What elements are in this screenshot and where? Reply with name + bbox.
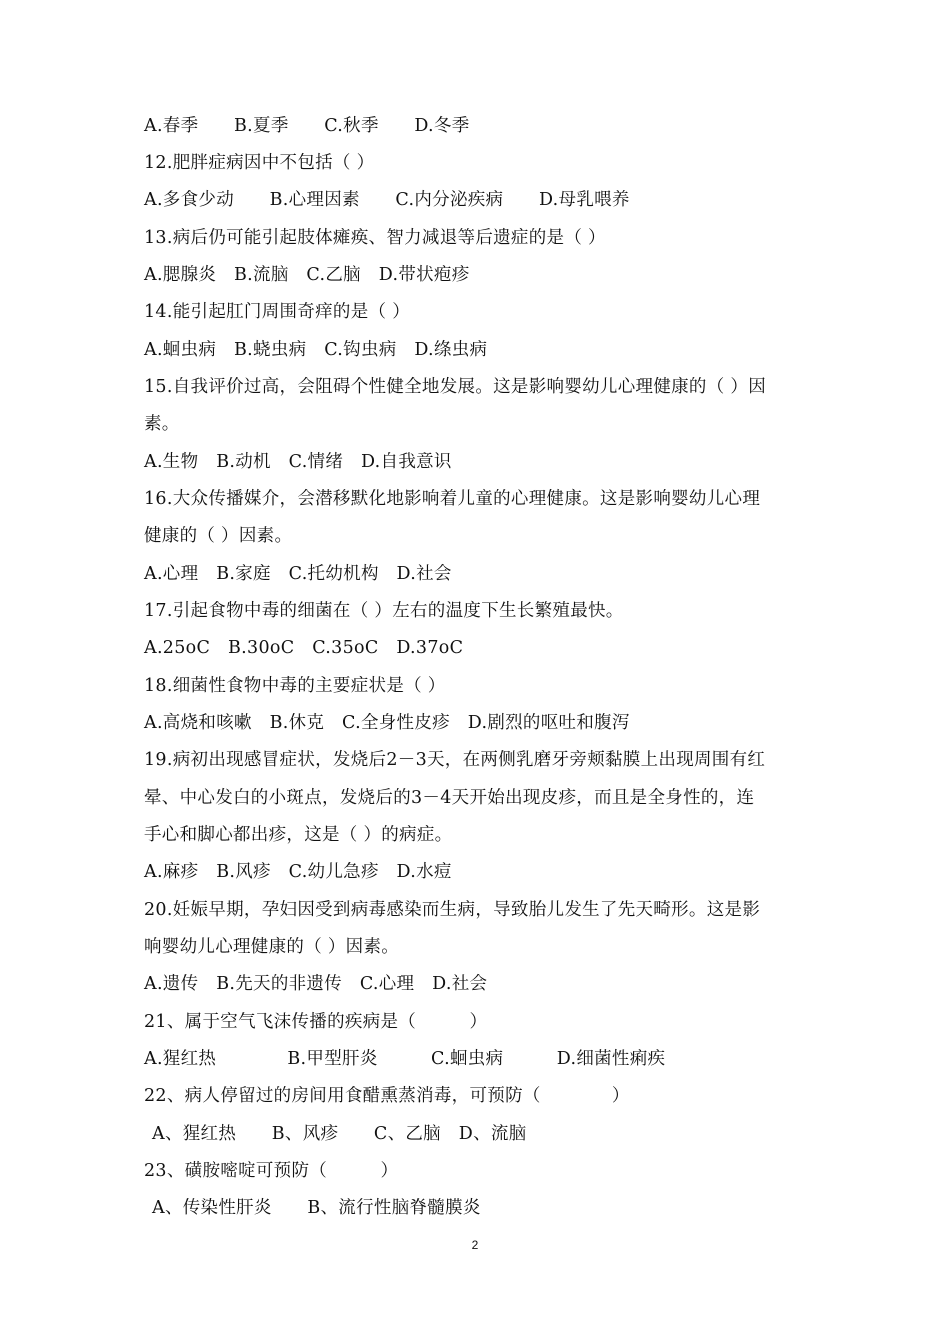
q18-stem: 18.细菌性食物中毒的主要症状是（ ）: [144, 676, 446, 696]
q17-stem: 17.引起食物中毒的细菌在（ ）左右的温度下生长繁殖最快。: [144, 601, 624, 621]
q13-stem: 13.病后仍可能引起肢体瘫痪、智力减退等后遗症的是（ ）: [144, 228, 606, 248]
q21-stem: 21、属于空气飞沫传播的疾病是（ ）: [144, 1012, 488, 1032]
q15-stem-line2: 素。: [144, 414, 180, 434]
q12-stem: 12.肥胖症病因中不包括（ ）: [144, 153, 375, 173]
q22-options: A、猩红热 B、风疹 C、乙脑 D、流脑: [152, 1124, 527, 1144]
q18-options: A.高烧和咳嗽 B.休克 C.全身性皮疹 D.剧烈的呕吐和腹泻: [144, 713, 630, 733]
q19-options: A.麻疹 B.风疹 C.幼儿急疹 D.水痘: [144, 862, 452, 882]
q13-options: A.腮腺炎 B.流脑 C.乙脑 D.带状疱疹: [144, 265, 470, 285]
q16-stem-line2: 健康的（ ）因素。: [144, 526, 293, 546]
q15-options: A.生物 B.动机 C.情绪 D.自我意识: [144, 452, 452, 472]
q20-stem-line1: 20.妊娠早期，孕妇因受到病毒感染而生病，导致胎儿发生了先天畸形。这是影: [144, 900, 761, 920]
q20-options: A.遗传 B.先天的非遗传 C.心理 D.社会: [144, 974, 488, 994]
q16-stem-line1: 16.大众传播媒介，会潜移默化地影响着儿童的心理健康。这是影响婴幼儿心理: [144, 489, 761, 509]
q16-options: A.心理 B.家庭 C.托幼机构 D.社会: [144, 564, 452, 584]
page-number: 2: [471, 1238, 479, 1252]
q15-stem-line1: 15.自我评价过高，会阻碍个性健全地发展。这是影响婴幼儿心理健康的（ ）因: [144, 377, 766, 397]
q19-stem-line3: 手心和脚心都出疹，这是（ ）的病症。: [144, 825, 453, 845]
q11-options: A.春季 B.夏季 C.秋季 D.冬季: [144, 116, 470, 136]
q19-stem-line1: 19.病初出现感冒症状，发烧后2－3天，在两侧乳磨牙旁颊黏膜上出现周围有红: [144, 750, 766, 770]
q22-stem: 22、病人停留过的房间用食醋熏蒸消毒，可预防（ ）: [144, 1086, 630, 1106]
q14-options: A.蛔虫病 B.蛲虫病 C.钩虫病 D.绦虫病: [144, 340, 488, 360]
q20-stem-line2: 响婴幼儿心理健康的（ ）因素。: [144, 937, 400, 957]
q19-stem-line2: 晕、中心发白的小斑点，发烧后的3－4天开始出现皮疹，而且是全身性的，连: [144, 788, 755, 808]
q21-options: A.猩红热 B.甲型肝炎 C.蛔虫病 D.细菌性痢疾: [144, 1049, 666, 1069]
q14-stem: 14.能引起肛门周围奇痒的是（ ）: [144, 302, 410, 322]
q23-stem: 23、磺胺嘧啶可预防（ ）: [144, 1161, 399, 1181]
q23-options: A、传染性肝炎 B、流行性脑脊髓膜炎: [152, 1198, 481, 1218]
q12-options: A.多食少动 B.心理因素 C.内分泌疾病 D.母乳喂养: [144, 190, 630, 210]
q17-options: A.25oC B.30oC C.35oC D.37oC: [144, 638, 464, 658]
